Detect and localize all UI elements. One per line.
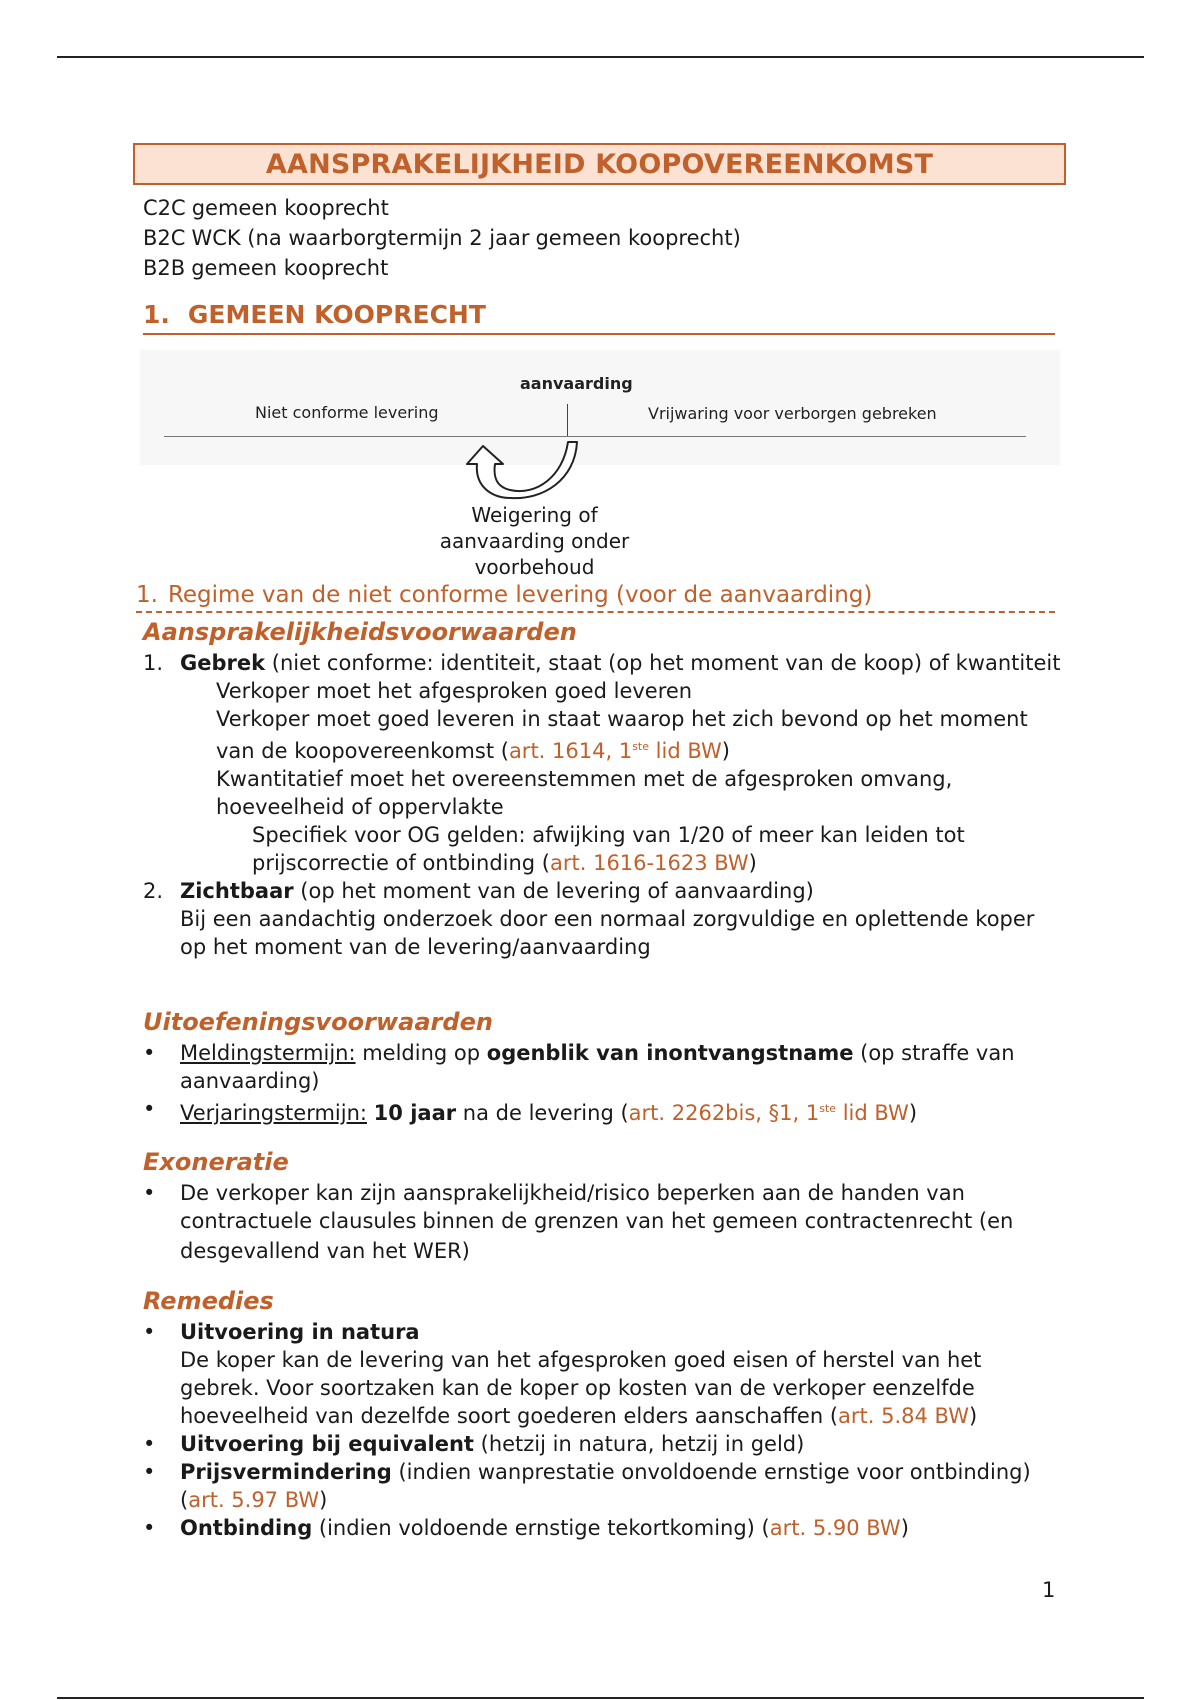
aansprakelijkheid-list	[143, 649, 1063, 961]
list-item: • Prijsvermindering (indien wanprestatie onvoldoende ernstige voor ontbinding) (art. 5.97 BW)	[143, 1460, 1031, 1512]
list-item: 1. Gebrek (niet conforme: identiteit, staat (op het moment van de koop) of kwantiteit	[143, 651, 1061, 675]
header-rule	[57, 56, 1144, 58]
list-item: Verkoper moet goed leveren in staat waarop het zich bevond op het moment van de koopovereenkomst (art. 1614, 1ste lid BW)	[216, 707, 1028, 763]
heading-exoneratie: Exoneratie	[143, 1148, 289, 1176]
remedies-list	[143, 1318, 1063, 1542]
bullet: •	[143, 1320, 156, 1344]
document-title-box	[133, 143, 1066, 185]
intro-b2b: B2B gemeen kooprecht	[143, 256, 389, 280]
subsection-heading-niet-conforme-levering: 1. Regime van de niet conforme levering (voor de aanvaarding)	[136, 582, 1055, 613]
bullet: •	[143, 1041, 156, 1065]
bullet: •	[143, 1460, 156, 1484]
page-number: 1	[1042, 1578, 1056, 1602]
diagram-label-left: Niet conforme levering	[255, 403, 439, 422]
diagram-label-aanvaarding: aanvaarding	[520, 374, 633, 393]
heading-remedies: Remedies	[143, 1287, 274, 1315]
list-item: • Verjaringstermijn: 10 jaar na de levering (art. 2262bis, §1, 1ste lid BW)	[143, 1097, 918, 1125]
list-item: • De verkoper kan zijn aansprakelijkheid/risico beperken aan de handen van contractuele clausules binnen de grenzen van het gemeen contractenrecht (en desgevallend van het WER)	[143, 1181, 1014, 1263]
list-item-description: Bij een aandachtig onderzoek door een normaal zorgvuldige en oplettende koper op het moment van de levering/aanvaarding	[180, 907, 1035, 959]
bullet: •	[143, 1097, 156, 1121]
footer-rule	[57, 1697, 1144, 1699]
uitoefening-list	[143, 1039, 1063, 1127]
diagram-caption: Weigering of aanvaarding onder voorbehoud	[439, 503, 630, 579]
intro-lines	[143, 194, 741, 284]
document-title: AANSPRAKELIJKHEID KOOPOVEREENKOMST	[265, 148, 934, 180]
list-item: Specifiek voor OG gelden: afwijking van 1/20 of meer kan leiden tot prijscorrectie of ontbinding (art. 1616-1623 BW)	[252, 823, 965, 875]
list-item: • Meldingstermijn: melding op ogenblik van inontvangstname (op straffe van aanvaarding)	[143, 1041, 1015, 1093]
list-item: • Uitvoering in natura	[143, 1320, 420, 1344]
diagram-label-right: Vrijwaring voor verborgen gebreken	[648, 404, 937, 423]
timeline-marker	[567, 404, 568, 436]
section-heading-gemeen-kooprecht: 1. GEMEEN KOOPRECHT	[143, 300, 1055, 335]
timeline-diagram	[140, 350, 1060, 579]
list-item: Verkoper moet het afgesproken goed leveren	[216, 679, 693, 703]
heading-uitoefeningsvoorwaarden: Uitoefeningsvoorwaarden	[143, 1008, 493, 1036]
intro-b2c: B2C WCK (na waarborgtermijn 2 jaar gemeen kooprecht)	[143, 226, 741, 250]
bullet: •	[143, 1432, 156, 1456]
list-item: • Uitvoering bij equivalent (hetzij in natura, hetzij in geld)	[143, 1432, 805, 1456]
list-item-description: De koper kan de levering van het afgesproken goed eisen of herstel van het gebrek. Voor soortzaken kan de koper op kosten van de verkoper eenzelfde hoeveelheid van dezelfde soort goederen elders aanschaffen (art. 5.84 BW)	[180, 1348, 982, 1428]
bullet: •	[143, 1181, 156, 1205]
heading-aansprakelijkheidsvoorwaarden: Aansprakelijkheidsvoorwaarden	[143, 618, 577, 646]
list-item: Kwantitatief moet het overeenstemmen met de afgesproken omvang, hoeveelheid of oppervlakte	[216, 767, 953, 819]
list-item: • Ontbinding (indien voldoende ernstige tekortkoming) (art. 5.90 BW)	[143, 1516, 909, 1540]
timeline-line	[164, 436, 1026, 437]
curved-return-arrow-icon	[465, 438, 585, 500]
exoneratie-list	[143, 1179, 1063, 1265]
list-item: 2. Zichtbaar (op het moment van de levering of aanvaarding)	[143, 879, 814, 903]
intro-c2c: C2C gemeen kooprecht	[143, 196, 389, 220]
bullet: •	[143, 1516, 156, 1540]
